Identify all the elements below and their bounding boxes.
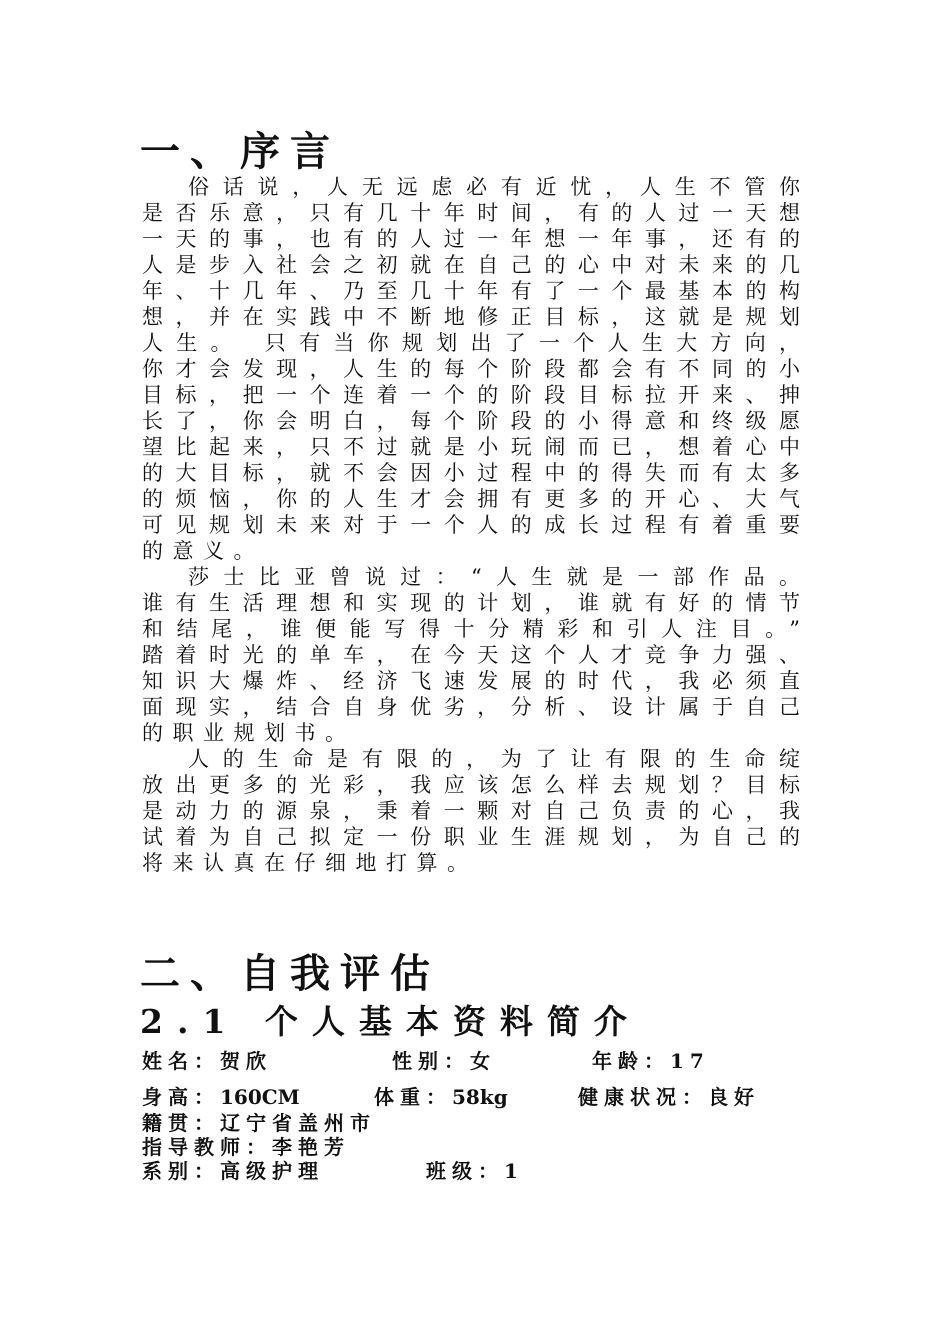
body-line: 将来认真在仔细地打算。 bbox=[142, 851, 478, 875]
body-line: 人生。 只有当你规划出了一个人生大方向， bbox=[142, 331, 800, 355]
body-line: 俗话说，人无远虑必有近忧，人生不管你 bbox=[188, 175, 800, 199]
native-place-label: 籍贯： bbox=[142, 1111, 220, 1135]
body-line: 长了，你会明白，每个阶段的小得意和终级愿 bbox=[142, 409, 800, 433]
gender-field bbox=[392, 1048, 496, 1074]
weight-label: 体重： bbox=[374, 1085, 452, 1109]
department-value: 高级护理 bbox=[220, 1159, 324, 1183]
health-value: 良好 bbox=[708, 1085, 760, 1109]
body-line: 谁有生活理想和实现的计划，谁就有好的情节 bbox=[142, 591, 800, 615]
height-label: 身高： bbox=[142, 1085, 220, 1109]
gender-label: 性别： bbox=[392, 1049, 470, 1073]
name-label: 姓名： bbox=[142, 1049, 220, 1073]
class-label: 班级： bbox=[426, 1159, 504, 1183]
department-field bbox=[142, 1158, 324, 1184]
native-place-value: 辽宁省盖州市 bbox=[220, 1111, 376, 1135]
body-line: 目标，把一个连着一个的阶段目标拉开来、抻 bbox=[142, 383, 800, 407]
height-field bbox=[142, 1084, 300, 1110]
age-label: 年龄： bbox=[592, 1049, 670, 1073]
section-title-preface: 一、序言 bbox=[140, 128, 340, 175]
weight-value: 58kg bbox=[452, 1085, 508, 1109]
name-field bbox=[142, 1048, 272, 1074]
body-line: 年、十几年、乃至几十年有了一个最基本的构 bbox=[142, 279, 800, 303]
body-line: 人是步入社会之初就在自己的心中对未来的几 bbox=[142, 253, 800, 277]
subsection-title-basic-info: 2.1 个人基本资料简介 bbox=[140, 1002, 641, 1041]
body-line: 的职业规划书。 bbox=[142, 721, 356, 745]
department-label: 系别： bbox=[142, 1159, 220, 1183]
health-label: 健康状况： bbox=[578, 1085, 708, 1109]
age-field bbox=[592, 1048, 710, 1074]
body-line: 你才会发现，人生的每个阶段都会有不同的小 bbox=[142, 357, 800, 381]
body-line: 的烦恼，你的人生才会拥有更多的开心、大气 bbox=[142, 487, 800, 511]
body-line: 是否乐意，只有几十年时间，有的人过一天想 bbox=[142, 201, 800, 225]
advisor-field bbox=[142, 1134, 350, 1160]
body-line: 放出更多的光彩，我应该怎么样去规划？目标 bbox=[142, 773, 800, 797]
name-value: 贺欣 bbox=[220, 1049, 272, 1073]
body-line: 人的生命是有限的，为了让有限的生命绽 bbox=[188, 747, 800, 771]
body-line: 望比起来，只不过就是小玩闹而已，想着心中 bbox=[142, 435, 800, 459]
advisor-value: 李艳芳 bbox=[272, 1135, 350, 1159]
body-line: 是动力的源泉，秉着一颗对自己负责的心，我 bbox=[142, 799, 800, 823]
class-value: 1 bbox=[504, 1159, 524, 1183]
body-line: 想，并在实践中不断地修正目标，这就是规划 bbox=[142, 305, 800, 329]
native-place-field bbox=[142, 1110, 376, 1136]
weight-field bbox=[374, 1084, 508, 1110]
advisor-label: 指导教师： bbox=[142, 1135, 272, 1159]
age-value: 17 bbox=[670, 1049, 710, 1073]
body-line: 的大目标，就不会因小过程中的得失而有太多 bbox=[142, 461, 800, 485]
body-line: 面现实，结合自身优劣，分析、设计属于自己 bbox=[142, 695, 800, 719]
height-value: 160CM bbox=[220, 1085, 300, 1109]
body-line: 莎士比亚曾说过：“人生就是一部作品。 bbox=[188, 565, 800, 589]
body-line: 知识大爆炸、经济飞速发展的时代，我必须直 bbox=[142, 669, 800, 693]
health-field bbox=[578, 1084, 760, 1110]
body-line: 和结尾，谁便能写得十分精彩和引人注目。” bbox=[142, 617, 800, 641]
gender-value: 女 bbox=[470, 1049, 496, 1073]
section-title-self-assessment: 二、自我评估 bbox=[140, 950, 440, 997]
body-line: 一天的事，也有的人过一年想一年事，还有的 bbox=[142, 227, 800, 251]
body-line: 踏着时光的单车，在今天这个人才竞争力强、 bbox=[142, 643, 800, 667]
body-line: 的意义。 bbox=[142, 539, 264, 563]
class-field bbox=[426, 1158, 524, 1184]
body-line: 试着为自己拟定一份职业生涯规划，为自己的 bbox=[142, 825, 800, 849]
body-line: 可见规划未来对于一个人的成长过程有着重要 bbox=[142, 513, 800, 537]
